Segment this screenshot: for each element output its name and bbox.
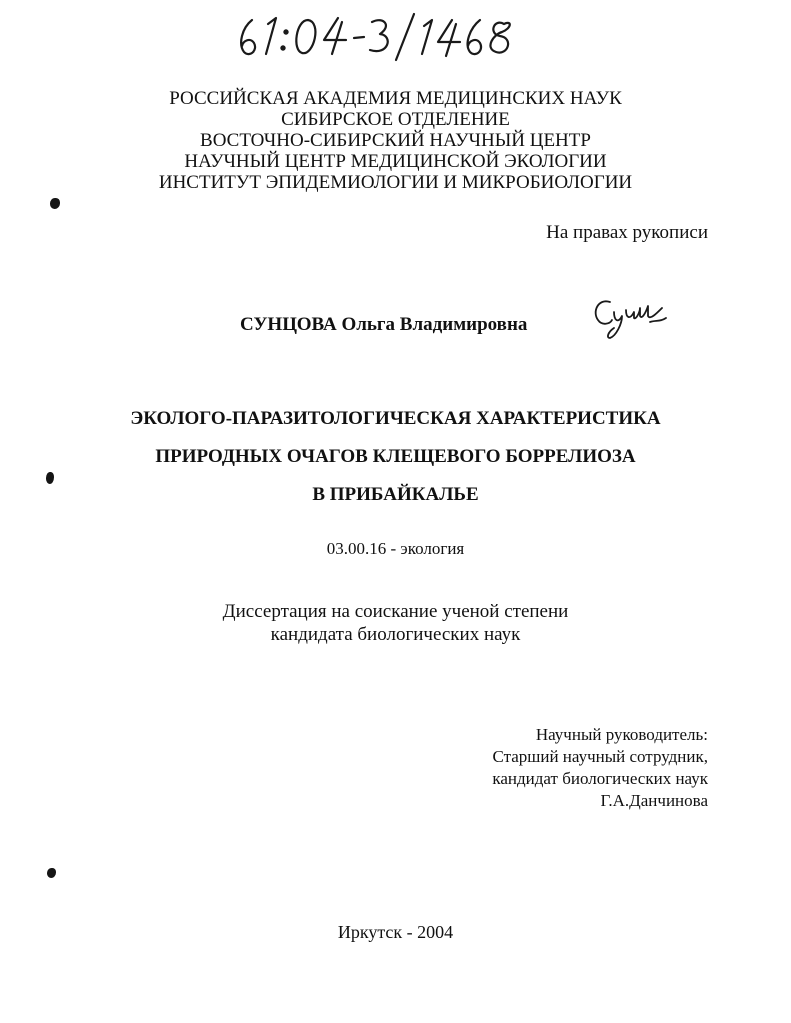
supervisor-degree: кандидат биологических наук [492, 769, 708, 788]
specialty-code: 03.00.16 - экология [326, 539, 465, 558]
title-line-3: В ПРИБАЙКАЛЬЕ [312, 484, 479, 505]
degree-statement [0, 600, 791, 646]
institution-line-branch: СИБИРСКОЕ ОТДЕЛЕНИЕ [281, 109, 510, 130]
title-line-2: ПРИРОДНЫХ ОЧАГОВ КЛЕЩЕВОГО БОРРЕЛИОЗА [155, 446, 636, 467]
supervisor-position: Старший научный сотрудник, [492, 747, 708, 766]
title-line-1: ЭКОЛОГО-ПАРАЗИТОЛОГИЧЕСКАЯ ХАРАКТЕРИСТИКА [130, 408, 661, 429]
dissertation-title [0, 400, 791, 514]
supervisor-block [440, 724, 708, 812]
institution-line-academy: РОССИЙСКАЯ АКАДЕМИЯ МЕДИЦИНСКИХ НАУК [169, 88, 622, 109]
degree-line-2: кандидата биологических наук [270, 624, 521, 645]
scan-speck [47, 868, 56, 878]
institution-line-institute: ИНСТИТУТ ЭПИДЕМИОЛОГИИ И МИКРОБИОЛОГИИ [158, 172, 633, 193]
institution-line-ecology-center: НАУЧНЫЙ ЦЕНТР МЕДИЦИНСКОЙ ЭКОЛОГИИ [184, 151, 607, 172]
institution-header [0, 88, 791, 193]
supervisor-label: Научный руководитель: [535, 725, 708, 744]
archive-code-handwritten [232, 10, 532, 62]
scan-speck [50, 198, 60, 209]
degree-line-1: Диссертация на соискание ученой степени [222, 601, 569, 622]
supervisor-name: Г.А.Данчинова [600, 791, 708, 810]
author-signature [588, 294, 672, 342]
place-year: Иркутск - 2004 [337, 922, 454, 942]
manuscript-rights-note: На правах рукописи [546, 222, 708, 243]
author-name: СУНЦОВА Ольга Владимировна [240, 314, 528, 335]
institution-line-center: ВОСТОЧНО-СИБИРСКИЙ НАУЧНЫЙ ЦЕНТР [200, 130, 591, 151]
